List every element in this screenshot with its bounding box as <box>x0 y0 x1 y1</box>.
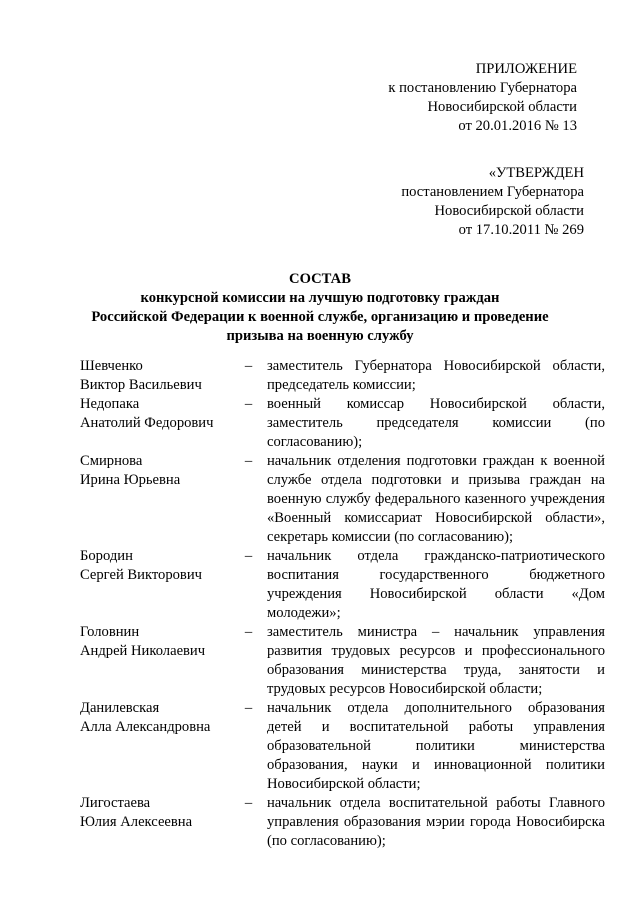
member-dash: – <box>244 624 253 640</box>
member-row <box>80 699 605 794</box>
member-row <box>80 357 605 395</box>
member-surname: Недопака <box>80 396 140 412</box>
member-given-name: Андрей Николаевич <box>80 643 206 659</box>
member-dash: – <box>244 453 253 469</box>
appendix-line: к постановлению Губернатора <box>388 80 577 96</box>
member-name <box>80 547 230 623</box>
member-role: заместитель министра – начальник управления развития трудовых ресурсов и профессионального образования министерства труда, занятости и трудовых ресурсов Новосибирской области; <box>267 624 605 697</box>
member-surname: Головнин <box>80 624 140 640</box>
member-row <box>80 395 605 452</box>
appendix-line: Новосибирской области <box>427 99 577 115</box>
members-list <box>80 357 605 851</box>
member-row <box>80 452 605 547</box>
member-name <box>80 357 230 395</box>
member-given-name: Сергей Викторович <box>80 567 202 583</box>
approved-date-number: от 17.10.2011 № 269 <box>458 222 584 238</box>
member-role: начальник отделения подготовки граждан к военной службе отдела подготовки и призыва граждан на военную службу федерального казенного учреждения «Военный комиссариат Новосибирской области», секретарь комиссии (по согласованию); <box>267 453 605 545</box>
document-title <box>60 270 580 346</box>
approved-header <box>401 164 584 240</box>
member-surname: Лигостаева <box>80 795 151 811</box>
title-line: конкурсной комиссии на лучшую подготовку граждан <box>140 290 500 306</box>
member-given-name: Виктор Васильевич <box>80 377 202 393</box>
member-role: начальник отдела гражданско-патриотического воспитания государственного бюджетного учреждения Новосибирской области «Дом молодежи»; <box>267 548 605 621</box>
member-row <box>80 547 605 623</box>
member-dash: – <box>244 795 253 811</box>
approved-line: Новосибирской области <box>434 203 584 219</box>
member-role: военный комиссар Новосибирской области, заместитель председателя комиссии (по согласованию); <box>267 396 605 450</box>
member-name <box>80 794 230 851</box>
appendix-date-number: от 20.01.2016 № 13 <box>458 118 577 134</box>
member-surname: Смирнова <box>80 453 143 469</box>
member-given-name: Юлия Алексеевна <box>80 814 193 830</box>
member-role: начальник отдела воспитательной работы Главного управления образования мэрии города Новосибирска (по согласованию); <box>267 795 605 849</box>
title-line: Российской Федерации к военной службе, организацию и проведение <box>91 309 549 325</box>
member-row <box>80 794 605 851</box>
member-dash: – <box>244 548 253 564</box>
member-given-name: Ирина Юрьевна <box>80 472 181 488</box>
member-surname: Данилевская <box>80 700 160 716</box>
approved-title: «УТВЕРЖДЕН <box>488 165 584 181</box>
member-name <box>80 699 230 794</box>
appendix-title: ПРИЛОЖЕНИЕ <box>475 61 577 77</box>
member-name <box>80 623 230 699</box>
member-given-name: Алла Александровна <box>80 719 211 735</box>
member-row <box>80 623 605 699</box>
approved-line: постановлением Губернатора <box>401 184 584 200</box>
member-surname: Шевченко <box>80 358 143 374</box>
member-given-name: Анатолий Федорович <box>80 415 214 431</box>
title-line: призыва на военную службу <box>226 328 414 344</box>
member-role: заместитель Губернатора Новосибирской области, председатель комиссии; <box>267 358 605 393</box>
member-name <box>80 452 230 547</box>
member-role: начальник отдела дополнительного образования детей и воспитательной работы управления образовательной политики министерства образования, науки и инновационной политики Новосибирской области; <box>267 700 605 792</box>
member-surname: Бородин <box>80 548 133 564</box>
title-heading: СОСТАВ <box>289 271 351 287</box>
appendix-header <box>388 60 577 136</box>
member-dash: – <box>244 358 253 374</box>
member-dash: – <box>244 700 253 716</box>
member-dash: – <box>244 396 253 412</box>
member-name <box>80 395 230 452</box>
